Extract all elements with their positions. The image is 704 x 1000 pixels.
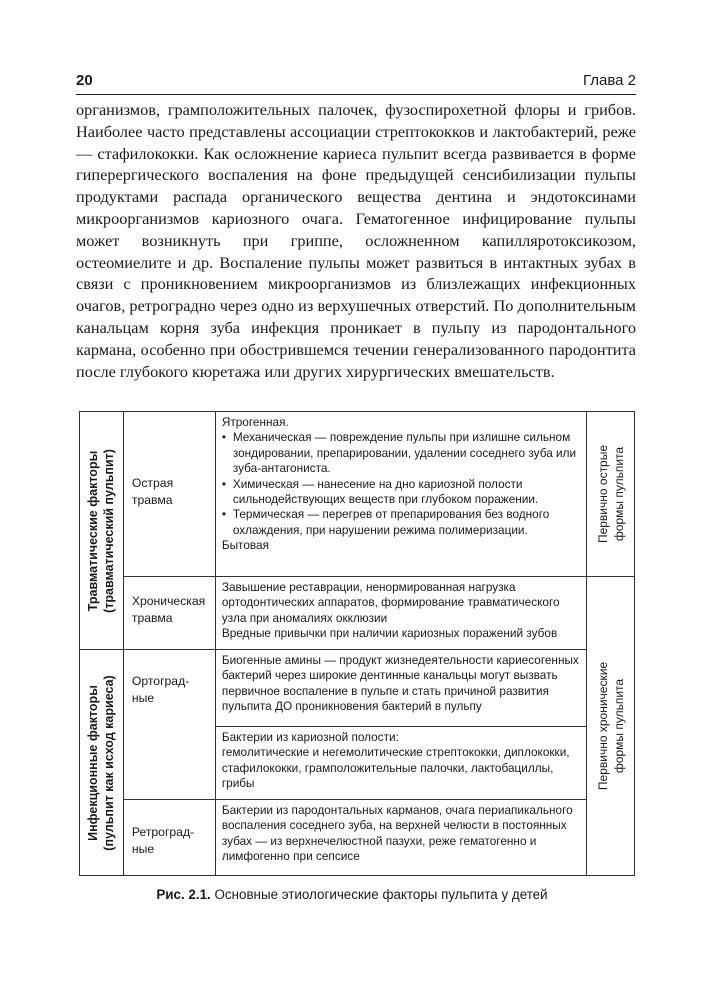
result-acute — [587, 412, 635, 577]
etiology-figure-table — [79, 411, 635, 876]
label-chronic-trauma — [123, 577, 215, 650]
chronic-text2: Вредные привычки при наличии кариозных поражений зубов — [221, 626, 558, 641]
label-chronic-line1: Хроническая — [131, 594, 206, 608]
ortho-text2-intro: Бактерии из кариозной полости: — [221, 730, 399, 744]
desc-retrograde — [215, 800, 586, 876]
label-orthograde — [123, 650, 215, 800]
result-acute-line2: формы пульпита — [611, 446, 626, 542]
label-acute-trauma — [123, 412, 215, 577]
acute-intro: Ятрогенная. — [221, 415, 289, 429]
label-retrograde — [123, 800, 215, 876]
label-retro-line2: ные — [131, 842, 155, 856]
retro-text: Бактерии из пародонтальных карманов, очага периапикального воспаления соседнего зуба, на верхней челюсти в постоянных зубах — из верхнечелюстной пазухи, реже гематогенно и лимфогенно при сепсисе — [221, 803, 573, 864]
page-number: 20 — [76, 72, 93, 89]
label-acute-line1: Острая — [131, 476, 174, 490]
group-traumatic-title: Травматические факторы — [86, 450, 101, 611]
body-paragraph: организмов, грамположительных палочек, фузоспирохетной флоры и грибов. Наиболее часто представлены ассоциации стрептококков и лактобактерий, реже — стафилококки. Как осложнение кариеса пульпит всегда развивается в форме гиперергического воспаления на фоне предыдущей сенсибилизации пульпы продуктами распада органического вещества дентина и эндотоксинами микроорганизмов кариозного очага. Гематогенное инфицирование пульпы может возникнуть при гриппе, осложненном капилляротоксикозом, остеомиелите и др. Воспаление пульпы может развиться в интактных зубах в связи с проникновением микроорганизмов из близлежащих инфекционных очагов, ретроградно через одно из верхушечных отверстий. По дополнительным канальцам корня зуба инфекция проникает в пульпу из пародонтального кармана, особенно при обострившемся течении генерализованного пародонтита после глубокого кюретажа или других хирургических вмешательств. — [76, 100, 636, 381]
result-chronic — [587, 577, 635, 876]
desc-acute-trauma — [215, 412, 586, 577]
figure-caption — [0, 887, 704, 902]
acute-outro: Бытовая — [221, 538, 269, 553]
chronic-text1: Завышение реставрации, ненормированная нагрузка ортодонтических аппаратов, формирование травматического узла при аномалиях окклюзии — [221, 580, 560, 625]
chapter-title: Глава 2 — [582, 72, 636, 89]
acute-bullet-chemical: • Химическая — нанесение на дно кариозной полости сильнодействующих веществ при глубоком поражении. — [222, 477, 580, 508]
acute-bullet-mechanical: • Механическая — повреждение пульпы при излишне сильном зондировании, препарировании, удалении соседнего зуба или зуба-антагониста. — [222, 430, 580, 476]
caption-text: Основные этиологические факторы пульпита у детей — [210, 887, 548, 902]
result-chronic-line1: Первично хронические — [595, 661, 610, 791]
desc-orthograde-bacteria — [215, 727, 586, 800]
result-chronic-line2: формы пульпита — [611, 678, 626, 774]
group-traumatic-subtitle: (травматический пульпит) — [102, 448, 117, 613]
label-ortho-line1: Ортоград- — [131, 674, 190, 688]
group-traumatic — [80, 412, 124, 650]
acute-bullet-thermal: • Термическая — перегрев от препарирования без водного охлаждения, при нарушении режима полимеризации. — [222, 507, 580, 538]
result-acute-line1: Первично острые — [595, 444, 610, 544]
label-ortho-line2: ные — [131, 691, 155, 705]
page-header — [76, 72, 636, 95]
desc-chronic-trauma — [215, 577, 586, 650]
caption-label: Рис. 2.1. — [156, 887, 211, 902]
label-retro-line1: Ретроград- — [131, 825, 195, 839]
group-infectious — [80, 650, 124, 876]
label-acute-line2: травма — [131, 493, 173, 507]
ortho-text2: гемолитические и негемолитические стрептококки, диплококки, стафилококки, грамположительные палочки, лактобациллы, грибы — [221, 745, 570, 791]
group-infectious-title: Инфекционные факторы — [86, 684, 101, 841]
group-infectious-subtitle: (пульпит как исход кариеса) — [102, 674, 117, 851]
ortho-text1: Биогенные амины — продукт жизнедеятельности кариесогенных бактерий через широкие дентинные канальцы могут вызвать первичное воспаление в пульпе и стать причиной развития пульпита ДО проникновения бактерий в пульпу — [221, 653, 579, 714]
desc-orthograde-amines — [215, 650, 586, 727]
label-chronic-line2: травма — [131, 611, 173, 625]
